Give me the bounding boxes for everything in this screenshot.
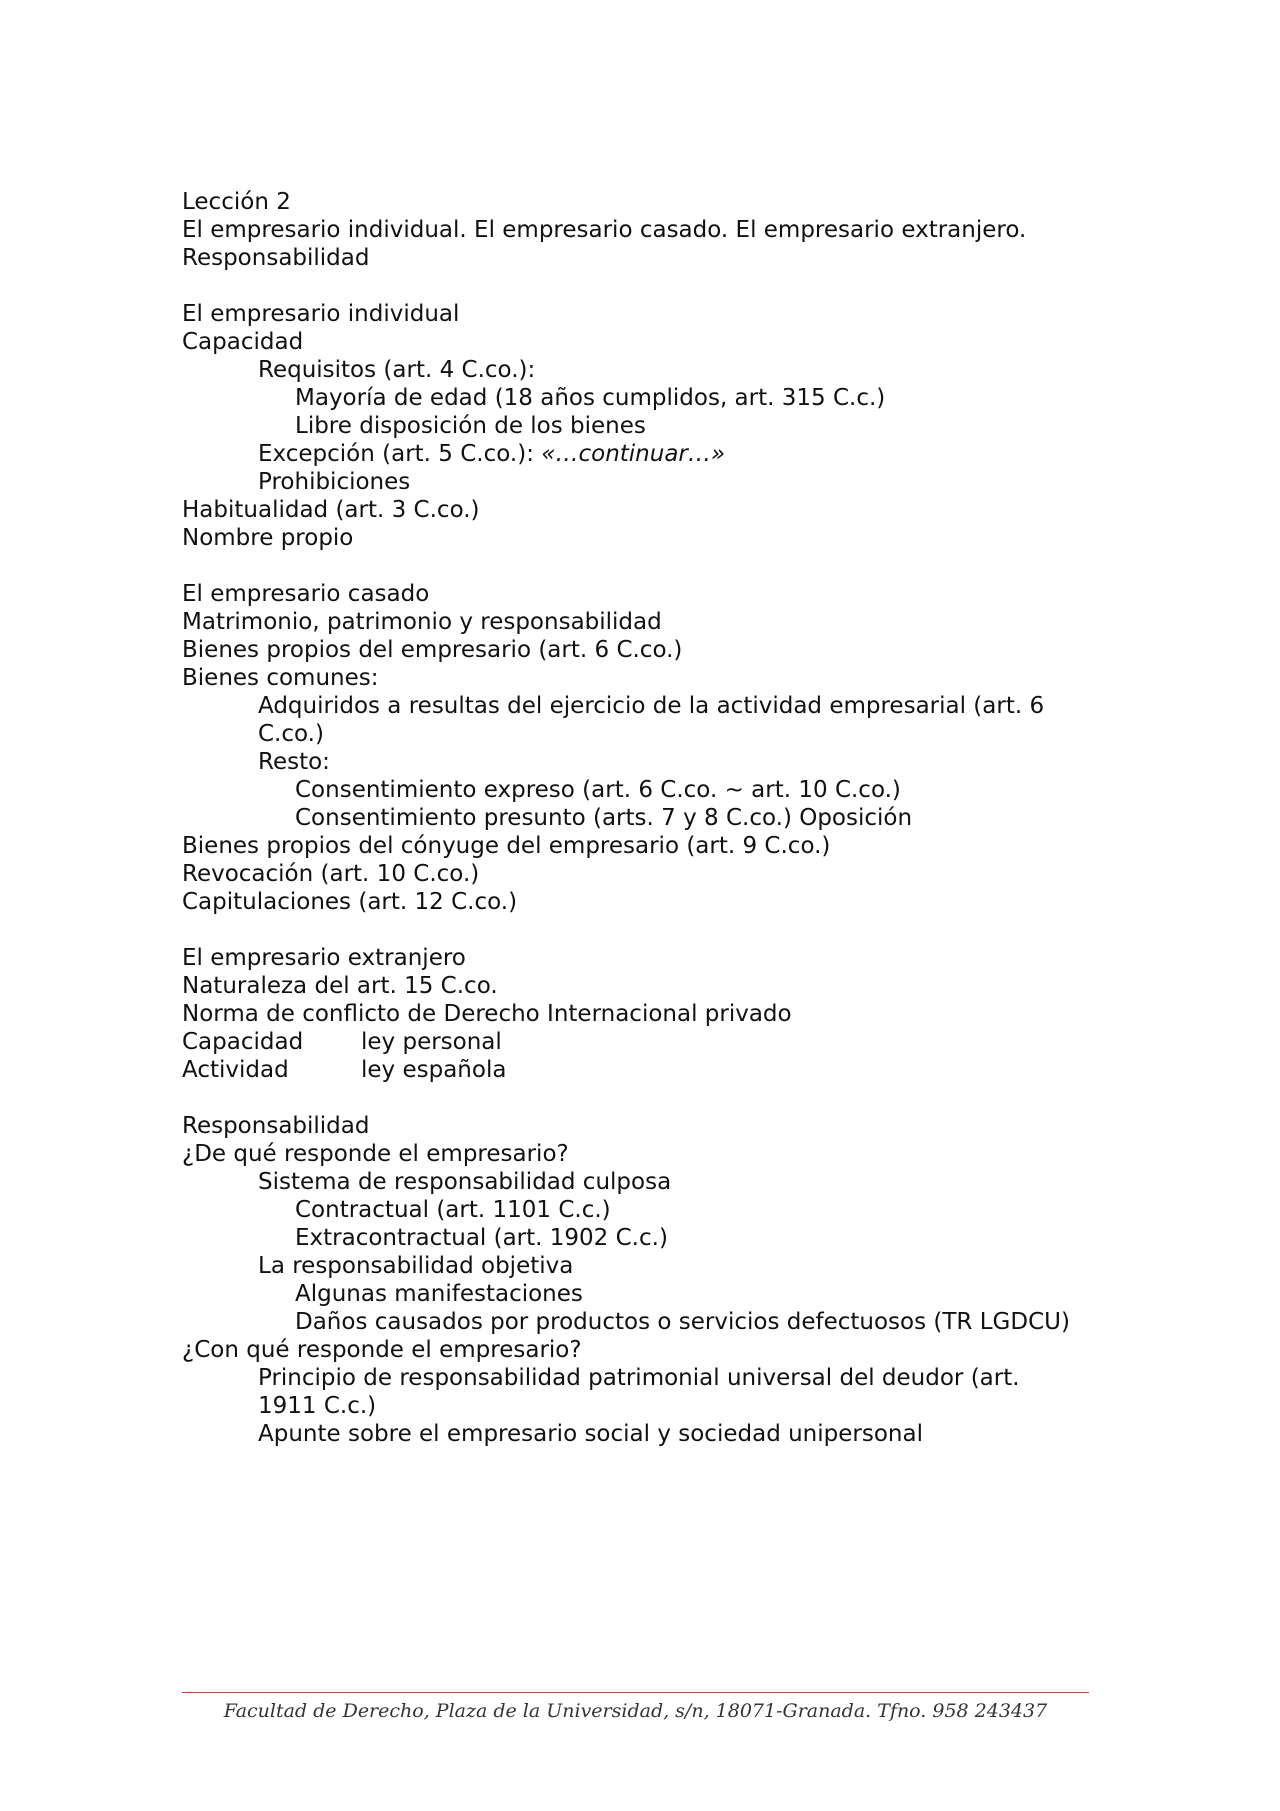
row-label: Actividad (182, 1057, 289, 1083)
item-con-que-responde: ¿Con qué responde el empresario? (182, 1337, 582, 1363)
table-row (182, 1028, 1112, 1056)
spacer (182, 916, 1112, 944)
section-heading-responsabilidad: Responsabilidad (182, 1113, 370, 1139)
item-capacidad: Capacidad (182, 329, 304, 355)
item-naturaleza: Naturaleza del art. 15 C.co. (182, 973, 498, 999)
footer-address: Facultad de Derecho, Plaza de la Universidad, s/n, 18071-Granada. Tfno. 958 243437 (223, 1700, 1048, 1722)
item-resto: Resto: (258, 749, 330, 775)
item-norma-conflicto: Norma de conflicto de Derecho Internacional privado (182, 1001, 792, 1027)
lesson-title-continued: Responsabilidad (182, 245, 370, 271)
item-nombre-propio: Nombre propio (182, 525, 354, 551)
item-matrimonio: Matrimonio, patrimonio y responsabilidad (182, 609, 662, 635)
item-mayoria-edad: Mayoría de edad (18 años cumplidos, art. 315 C.c.) (295, 385, 886, 411)
lesson-number: Lección 2 (182, 189, 291, 215)
item-excepcion (182, 440, 1112, 468)
item-capitulaciones: Capitulaciones (art. 12 C.co.) (182, 889, 518, 915)
excepcion-italic: «…continuar…» (541, 441, 726, 467)
item-contractual: Contractual (art. 1101 C.c.) (295, 1197, 611, 1223)
item-habitualidad: Habitualidad (art. 3 C.co.) (182, 497, 480, 523)
item-consentimiento-presunto: Consentimiento presunto (arts. 7 y 8 C.co.) Oposición (295, 805, 913, 831)
footer-divider (182, 1692, 1089, 1693)
row-value: ley española (361, 1057, 507, 1083)
row-label: Capacidad (182, 1029, 304, 1055)
item-bienes-comunes: Bienes comunes: (182, 665, 379, 691)
item-revocacion: Revocación (art. 10 C.co.) (182, 861, 480, 887)
item-principio-responsabilidad: Principio de responsabilidad patrimonial universal del deudor (art. 1911 C.c.) (258, 1365, 1020, 1419)
item-danos-causados: Daños causados por productos o servicios defectuosos (TR LGDCU) (295, 1309, 1070, 1335)
item-requisitos: Requisitos (art. 4 C.co.): (258, 357, 536, 383)
item-de-que-responde: ¿De qué responde el empresario? (182, 1141, 569, 1167)
spacer (182, 272, 1112, 300)
item-bienes-conyuge: Bienes propios del cónyuge del empresario (art. 9 C.co.) (182, 833, 831, 859)
item-sistema-culposa: Sistema de responsabilidad culposa (258, 1169, 672, 1195)
spacer (182, 1084, 1112, 1112)
item-libre-disposicion: Libre disposición de los bienes (295, 413, 646, 439)
section-heading-casado: El empresario casado (182, 581, 430, 607)
lesson-title: El empresario individual. El empresario casado. El empresario extranjero. (182, 217, 1027, 243)
item-extracontractual: Extracontractual (art. 1902 C.c.) (295, 1225, 668, 1251)
spacer (182, 552, 1112, 580)
item-apunte: Apunte sobre el empresario social y sociedad unipersonal (258, 1421, 923, 1447)
item-algunas-manifestaciones: Algunas manifestaciones (295, 1281, 583, 1307)
section-heading-individual: El empresario individual (182, 301, 460, 327)
section-heading-extranjero: El empresario extranjero (182, 945, 466, 971)
row-value: ley personal (361, 1029, 502, 1055)
item-prohibiciones: Prohibiciones (258, 469, 411, 495)
item-adquiridos: Adquiridos a resultas del ejercicio de la actividad empresarial (art. 6 C.co.) (258, 693, 1045, 747)
item-responsabilidad-objetiva: La responsabilidad objetiva (258, 1253, 574, 1279)
excepcion-text: Excepción (art. 5 C.co.): (258, 441, 542, 467)
table-row (182, 1056, 1112, 1084)
item-bienes-propios: Bienes propios del empresario (art. 6 C.co.) (182, 637, 683, 663)
document-body (182, 188, 1112, 1448)
item-consentimiento-expreso: Consentimiento expreso (art. 6 C.co. ~ art. 10 C.co.) (295, 777, 901, 803)
